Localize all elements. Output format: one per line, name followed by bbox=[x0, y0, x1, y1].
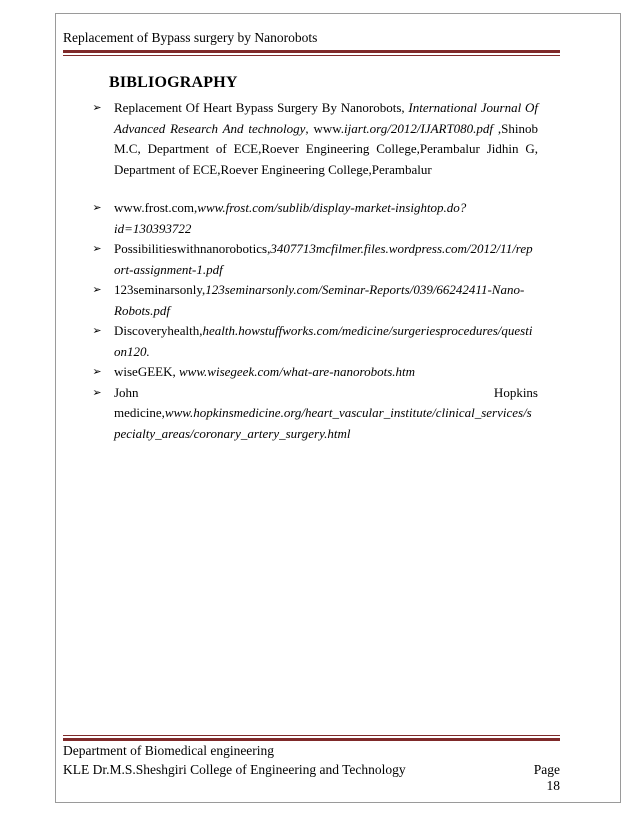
reference-item bbox=[90, 362, 538, 383]
reference-item bbox=[90, 198, 538, 239]
header-rule-thick bbox=[63, 50, 560, 53]
ref-link[interactable]: www.wisegeek.com/what-are-nanorobots.htm bbox=[179, 364, 416, 379]
section-heading: BIBLIOGRAPHY bbox=[109, 74, 238, 91]
ref-text: , www. bbox=[305, 120, 345, 136]
arrow-bullet-icon: ➢ bbox=[92, 324, 102, 337]
ref-link[interactable]: www.frost.com/sublib/display-market-insightop.do?id=130393722 bbox=[114, 200, 467, 236]
ref-source: wiseGEEK, bbox=[114, 364, 179, 379]
ref-text: Replacement Of Heart Bypass Surgery By Nanorobots, bbox=[114, 100, 409, 115]
reference-item bbox=[90, 383, 538, 445]
footer-rule-thin bbox=[63, 735, 560, 736]
ref-source: www.frost.com, bbox=[114, 200, 198, 215]
arrow-bullet-icon: ➢ bbox=[92, 385, 102, 399]
reference-item bbox=[90, 239, 538, 280]
header-rule-thin bbox=[63, 55, 560, 56]
reference-list bbox=[90, 98, 538, 444]
reference-item bbox=[90, 321, 538, 362]
ref-authors: ,Shinob M.C, Department of ECE,Roever Engineering College,Perambalur Jidhin G, Department of ECE,Roever Engineering College,Perambalur bbox=[114, 120, 538, 177]
ref-link[interactable]: 123seminarsonly.com/Seminar-Reports/039/66242411-Nano-Robots.pdf bbox=[114, 282, 525, 318]
arrow-bullet-icon: ➢ bbox=[92, 201, 102, 214]
ref-link[interactable]: health.howstuffworks.com/medicine/surgeriesprocedures/question120. bbox=[114, 323, 533, 359]
arrow-bullet-icon: ➢ bbox=[92, 101, 102, 114]
reference-item bbox=[90, 280, 538, 321]
ref-journal: International Journal Of Advanced Research And technology bbox=[114, 100, 538, 136]
page-number: Page 18 bbox=[533, 762, 560, 793]
arrow-bullet-icon: ➢ bbox=[92, 242, 102, 255]
ref-source: Discoveryhealth, bbox=[114, 323, 203, 338]
ref-link[interactable]: 3407713mcfilmer.files.wordpress.com/2012/11/report-assignment-1.pdf bbox=[114, 241, 533, 277]
ref-source: Possibilitieswithnanorobotics, bbox=[114, 241, 271, 256]
footer-department: Department of Biomedical engineering bbox=[63, 743, 275, 758]
arrow-bullet-icon: ➢ bbox=[92, 365, 102, 378]
footer-rule-thick bbox=[63, 738, 560, 741]
ref-source: John Hopkins medicine, bbox=[114, 384, 538, 420]
ref-link[interactable]: www.hopkinsmedicine.org/heart_vascular_institute/clinical_services/specialty_areas/coronary_artery_surgery.html bbox=[114, 405, 532, 441]
reference-item bbox=[90, 98, 538, 180]
ref-source: 123seminarsonly, bbox=[114, 282, 206, 297]
running-header: Replacement of Bypass surgery by Nanorobots bbox=[63, 30, 318, 45]
footer-college: KLE Dr.M.S.Sheshgiri College of Engineering and Technology bbox=[63, 762, 406, 777]
ref-link[interactable]: ijart.org/2012/IJART080.pdf bbox=[344, 120, 494, 136]
arrow-bullet-icon: ➢ bbox=[92, 283, 102, 296]
